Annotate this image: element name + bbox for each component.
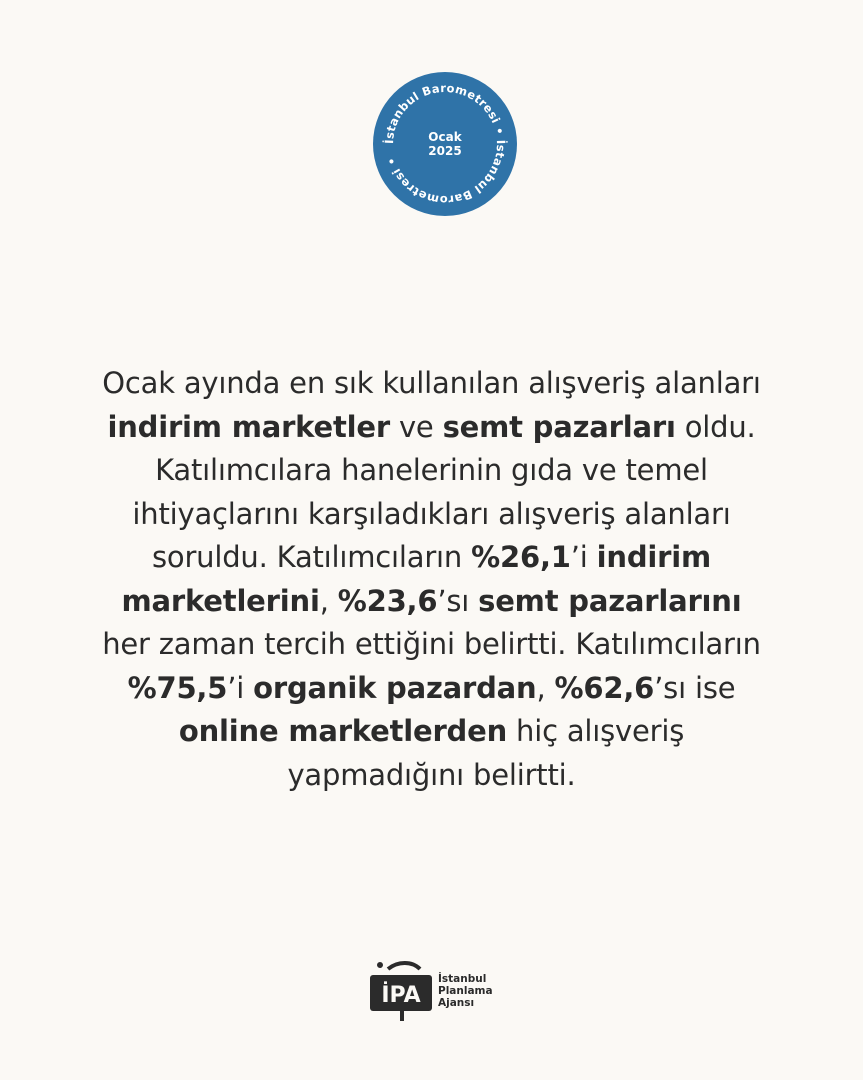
highlight-text: %75,5 bbox=[127, 670, 228, 705]
highlight-text: semt pazarlarını bbox=[478, 583, 742, 618]
body-text: yapmadığını belirtti. bbox=[287, 757, 576, 792]
logo-line-1: İstanbul bbox=[438, 973, 487, 985]
svg-text:İPA: İPA bbox=[381, 983, 421, 1008]
body-text: hiç alışveriş bbox=[507, 714, 685, 748]
body-text: ’sı bbox=[437, 583, 479, 618]
paragraph-line bbox=[0, 493, 863, 537]
highlight-text: %23,6 bbox=[337, 583, 438, 618]
paragraph-line bbox=[0, 449, 863, 493]
highlight-text: semt pazarları bbox=[442, 409, 676, 444]
paragraph-line bbox=[0, 536, 863, 580]
paragraph-line bbox=[0, 580, 863, 624]
badge-ring-text: İstanbul Barometresi • İstanbul Barometresi • bbox=[381, 80, 509, 208]
highlight-text: indirim bbox=[596, 540, 711, 574]
body-text: ’i bbox=[227, 670, 254, 705]
paragraph-line bbox=[0, 667, 863, 711]
body-text: soruldu. Katılımcıların bbox=[152, 540, 472, 574]
body-text: ve bbox=[389, 409, 443, 444]
badge-month: Ocak bbox=[428, 130, 462, 144]
badge-year: 2025 bbox=[428, 144, 462, 158]
highlight-text: indirim marketler bbox=[107, 409, 390, 444]
highlight-text: organik pazardan bbox=[253, 670, 537, 705]
body-text: , bbox=[319, 583, 338, 618]
body-text: ihtiyaçlarını karşıladıkları alışveriş alanları bbox=[132, 496, 731, 531]
ipa-logo-mark bbox=[368, 955, 436, 1023]
main-paragraph bbox=[0, 362, 863, 797]
body-text: ’sı ise bbox=[654, 670, 736, 705]
paragraph-line bbox=[0, 710, 863, 754]
paragraph-line bbox=[0, 623, 863, 667]
body-text: Ocak ayında en sık kullanılan alışveriş alanları bbox=[102, 366, 761, 400]
body-text: oldu. bbox=[675, 409, 756, 444]
logo-line-3: Ajansı bbox=[438, 997, 475, 1009]
highlight-text: %26,1 bbox=[471, 540, 571, 574]
istanbul-barometresi-badge bbox=[372, 71, 518, 217]
highlight-text: online marketlerden bbox=[178, 714, 508, 748]
highlight-text: %62,6 bbox=[554, 670, 655, 705]
paragraph-line bbox=[0, 362, 863, 406]
paragraph-line bbox=[0, 754, 863, 798]
body-text: , bbox=[536, 670, 555, 705]
paragraph-line bbox=[0, 406, 863, 450]
body-text: ’i bbox=[570, 540, 597, 574]
highlight-text: marketlerini bbox=[121, 583, 320, 618]
ipa-logo bbox=[368, 955, 508, 1023]
logo-line-2: Planlama bbox=[438, 985, 493, 997]
body-text: her zaman tercih ettiğini belirtti. Katılımcıların bbox=[102, 627, 761, 661]
body-text: Katılımcılara hanelerinin gıda ve temel bbox=[155, 453, 708, 487]
